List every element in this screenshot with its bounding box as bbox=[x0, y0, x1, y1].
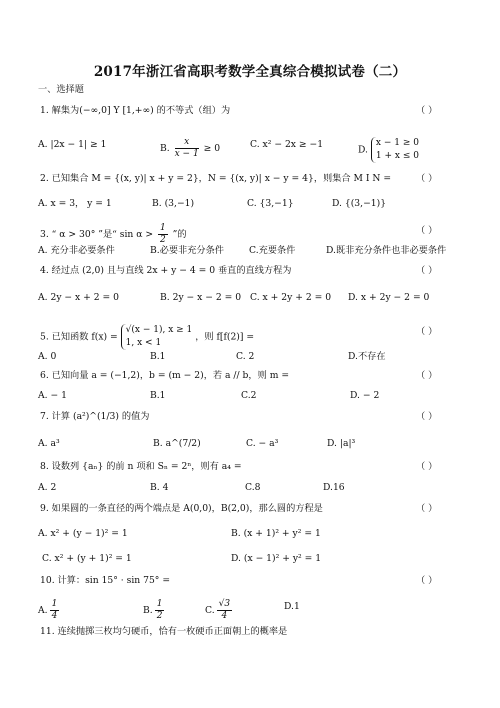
q10-option-c: C. $\frac{√3}{4}$ bbox=[205, 599, 231, 621]
question-9 bbox=[0, 501, 500, 517]
q5-stem: 5. 已知函数 f(x) = √(x − 1), x ≥ 1 1, x < 1 ，则 f[f(2)] = bbox=[40, 325, 255, 348]
q3-stem: 3. “ α > 30° ”是“ sin α > $\frac{1}{2}$ ”的 bbox=[40, 223, 187, 245]
q2-stem: 2. 已知集合 M = {(x, y)| x + y = 2}，N = {(x, y)| x − y = 4}，则集合 M I N = bbox=[40, 173, 392, 184]
question-11 bbox=[0, 624, 500, 640]
q9-options-row1 bbox=[0, 526, 500, 542]
section-heading: 一、选择题 bbox=[38, 84, 84, 95]
q4-option-b: B. 2y − x − 2 = 0 bbox=[160, 292, 242, 303]
q1-option-a: A. |2x − 1| ≥ 1 bbox=[38, 139, 107, 150]
question-4 bbox=[0, 263, 500, 279]
q4-option-a: A. 2y − x + 2 = 0 bbox=[38, 292, 120, 303]
question-3 bbox=[0, 223, 500, 245]
q6-option-c: C.2 bbox=[241, 390, 257, 401]
q10-c-fraction: $\frac{√3}{4}$ bbox=[218, 599, 231, 621]
q1-d-system: x − 1 ≥ 0 1 + x ≤ 0 bbox=[371, 137, 419, 163]
q2-options bbox=[0, 196, 500, 212]
q6-option-a: A. − 1 bbox=[38, 390, 67, 401]
q7-stem: 7. 计算 (a²)^(1/3) 的值为 bbox=[40, 411, 150, 422]
q5-option-d: D.不存在 bbox=[348, 351, 386, 362]
answer-bracket: （ ） bbox=[416, 105, 438, 116]
answer-bracket: （ ） bbox=[416, 326, 438, 337]
q1-option-b: B. $\frac{x}{x - 1}$ ≥ 0 bbox=[160, 137, 221, 159]
q1-options bbox=[0, 137, 500, 161]
q3-option-d: D.既非充分条件也非必要条件 bbox=[326, 245, 447, 256]
question-10 bbox=[0, 573, 500, 589]
q4-option-c: C. x + 2y + 2 = 0 bbox=[250, 292, 332, 303]
q8-option-d: D.16 bbox=[323, 482, 345, 493]
q4-option-d: D. x + 2y − 2 = 0 bbox=[348, 292, 430, 303]
answer-bracket: （ ） bbox=[416, 173, 438, 184]
question-7 bbox=[0, 409, 500, 425]
q6-options bbox=[0, 388, 500, 404]
q7-option-a: A. a³ bbox=[38, 438, 60, 449]
q8-options bbox=[0, 480, 500, 496]
answer-bracket: （ ） bbox=[416, 461, 438, 472]
q9-stem: 9. 如果圆的一条直径的两个端点是 A(0,0)，B(2,0)，那么圆的方程是 bbox=[40, 503, 323, 514]
q7-option-b: B. a^(7/2) bbox=[153, 438, 201, 449]
q1-option-c: C. x² − 2x ≥ −1 bbox=[250, 139, 324, 150]
q4-stem: 4. 经过点 (2,0) 且与直线 2x + y − 4 = 0 垂直的直线方程为 bbox=[40, 265, 292, 276]
question-2 bbox=[0, 171, 500, 187]
q2-option-a: A. x = 3， y = 1 bbox=[38, 198, 112, 209]
q7-options bbox=[0, 436, 500, 452]
question-6 bbox=[0, 368, 500, 384]
q1-option-d: D. x − 1 ≥ 0 1 + x ≤ 0 bbox=[358, 138, 419, 161]
q5-piecewise: √(x − 1), x ≥ 1 1, x < 1 bbox=[121, 324, 193, 350]
answer-bracket: （ ） bbox=[416, 225, 438, 236]
q2-option-d: D. {(3,−1)} bbox=[332, 198, 387, 209]
q6-option-b: B.1 bbox=[150, 390, 166, 401]
q10-stem: 10. 计算：sin 15° · sin 75° = bbox=[40, 575, 171, 586]
q5-option-a: A. 0 bbox=[38, 351, 57, 362]
answer-bracket: （ ） bbox=[416, 370, 438, 381]
q8-option-a: A. 2 bbox=[38, 482, 57, 493]
q3-options bbox=[0, 243, 500, 259]
answer-bracket: （ ） bbox=[416, 265, 438, 276]
q9-option-d: D. (x − 1)² + y² = 1 bbox=[231, 553, 322, 564]
q5-option-b: B.1 bbox=[150, 351, 166, 362]
q8-stem: 8. 设数列 {aₙ} 的前 n 项和 Sₙ = 2ⁿ，则有 a₄ = bbox=[40, 461, 242, 472]
question-8 bbox=[0, 459, 500, 475]
answer-bracket: （ ） bbox=[416, 575, 438, 586]
q5-options bbox=[0, 349, 500, 365]
q10-option-d: D.1 bbox=[284, 601, 300, 612]
q10-option-a: A. $\frac{1}{4}$ bbox=[38, 599, 58, 621]
question-5 bbox=[0, 324, 500, 348]
q5-option-c: C. 2 bbox=[236, 351, 255, 362]
q9-options-row2 bbox=[0, 551, 500, 567]
q6-option-d: D. − 2 bbox=[350, 390, 380, 401]
q3-option-c: C.充要条件 bbox=[249, 245, 296, 256]
answer-bracket: （ ） bbox=[416, 503, 438, 514]
q8-option-b: B. 4 bbox=[150, 482, 169, 493]
answer-bracket: （ ） bbox=[416, 411, 438, 422]
q9-option-c: C. x² + (y + 1)² = 1 bbox=[42, 553, 132, 564]
exam-title: 2017年浙江省高职考数学全真综合模拟试卷（二） bbox=[93, 64, 407, 80]
q10-b-fraction: $\frac{1}{2}$ bbox=[156, 599, 163, 621]
q2-option-c: C. {3,−1} bbox=[247, 198, 294, 209]
q6-stem: 6. 已知向量 a = (−1,2)，b = (m − 2)，若 a // b，则 m = bbox=[40, 370, 290, 381]
q1-b-fraction: $\frac{x}{x - 1}$ bbox=[174, 137, 199, 159]
q3-option-a: A. 充分非必要条件 bbox=[38, 245, 115, 256]
q9-option-a: A. x² + (y − 1)² = 1 bbox=[38, 528, 128, 539]
q7-option-c: C. − a³ bbox=[246, 438, 279, 449]
q10-options bbox=[0, 599, 500, 621]
q3-option-b: B.必要非充分条件 bbox=[150, 245, 224, 256]
q7-option-d: D. |a|³ bbox=[327, 438, 356, 449]
q11-stem: 11. 连续抛掷三枚均匀硬币，恰有一枚硬币正面朝上的概率是 bbox=[40, 626, 288, 637]
question-1 bbox=[0, 103, 500, 119]
q9-option-b: B. (x + 1)² + y² = 1 bbox=[231, 528, 321, 539]
q3-fraction: $\frac{1}{2}$ bbox=[160, 223, 166, 245]
q8-option-c: C.8 bbox=[245, 482, 261, 493]
q2-option-b: B. (3,−1) bbox=[152, 198, 195, 209]
q1-stem: 1. 解集为(−∞,0] Y [1,+∞) 的不等式（组）为 bbox=[40, 105, 231, 116]
q10-option-b: B. $\frac{1}{2}$ bbox=[143, 599, 163, 621]
q4-options bbox=[0, 290, 500, 306]
q10-a-fraction: $\frac{1}{4}$ bbox=[51, 599, 58, 621]
